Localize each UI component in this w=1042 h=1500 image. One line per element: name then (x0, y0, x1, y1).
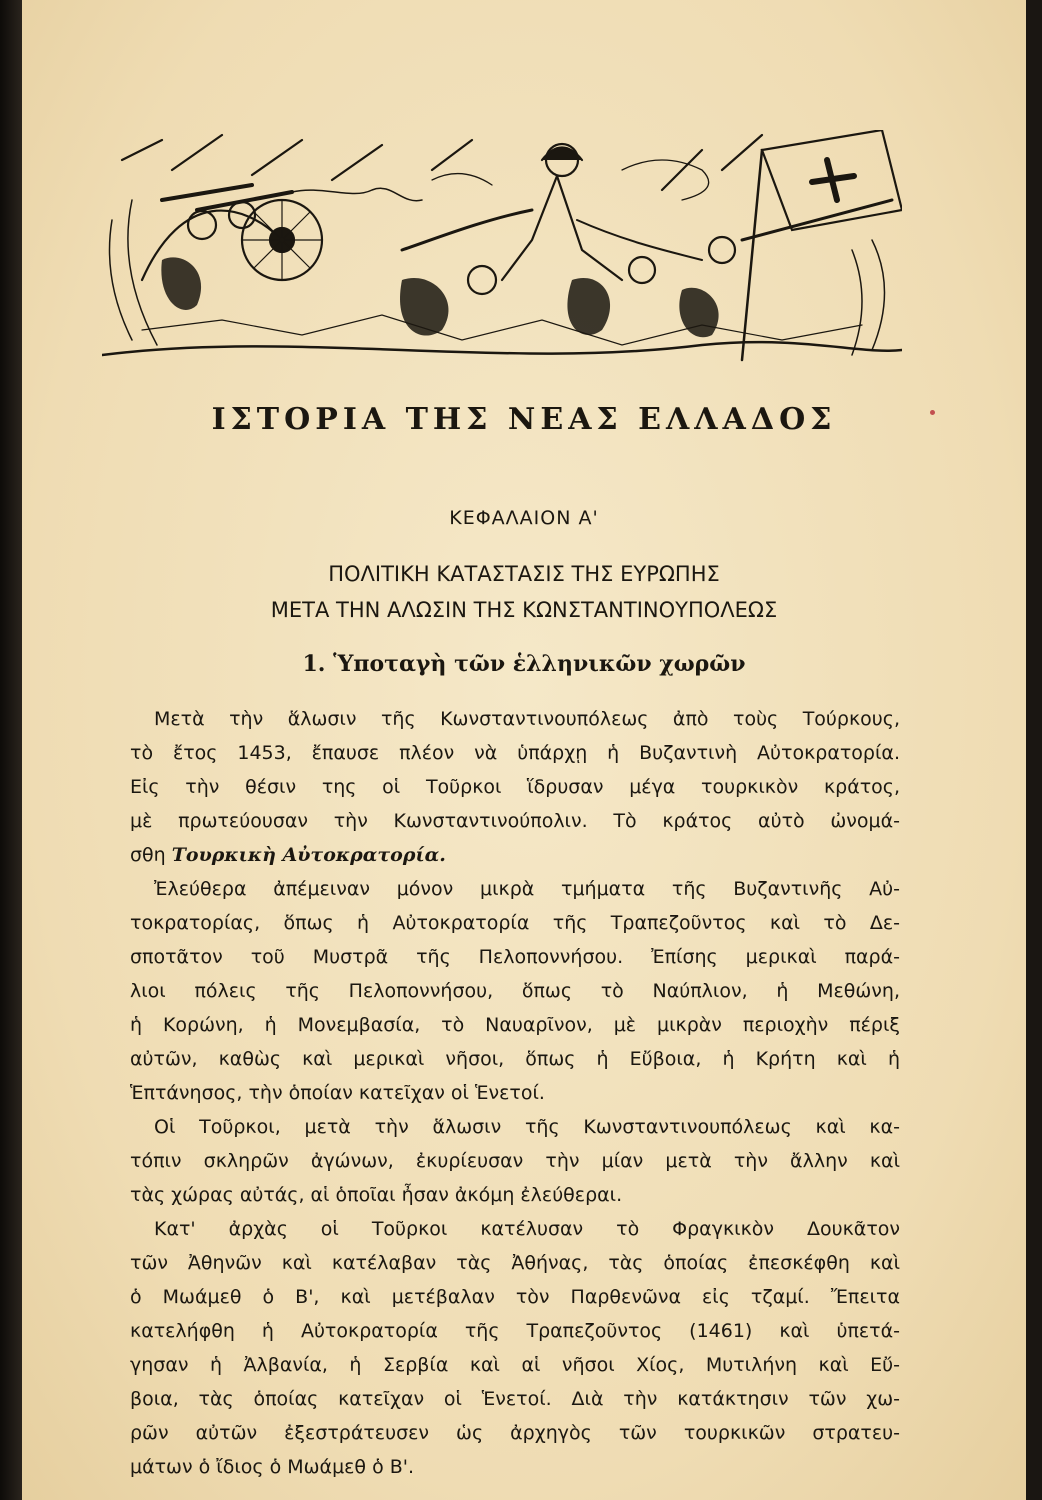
emphasized-term: Τουρκικὴ Αὐτοκρατορία. (171, 844, 446, 866)
body-line: τὸ ἔτος 1453, ἔπαυσε πλέον νὰ ὑπάρχῃ ἡ Βυζαντινὴ Αὐτοκρατορία. (130, 742, 900, 764)
body-line: ρῶν αὐτῶν ἐξεστράτευσεν ὡς ἀρχηγὸς τῶν τουρκικῶν στρατευ- (130, 1422, 900, 1444)
book-title: ΙΣΤΟΡΙΑ ΤΗΣ ΝΕΑΣ ΕΛΛΑΔΟΣ (211, 402, 837, 437)
body-line: Ἐλεύθερα ἀπέμειναν μόνον μικρὰ τμήματα τῆς Βυζαντινῆς Αὐ- (154, 878, 900, 900)
body-line: τὰς χώρας αὐτάς, αἱ ὁποῖαι ἦσαν ἀκόμη ἐλεύθεραι. (130, 1184, 623, 1206)
chapter-title-line-1: ΠΟΛΙΤΙΚΗ ΚΑΤΑΣΤΑΣΙΣ ΤΗΣ ΕΥΡΩΠΗΣ (328, 562, 720, 586)
book-spine-edge (0, 0, 22, 1500)
body-line: κατελήφθη ἡ Αὐτοκρατορία τῆς Τραπεζοῦντος (1461) καὶ ὑπετά- (130, 1320, 900, 1342)
body-line: γησαν ἡ Ἀλβανία, ἡ Σερβία καὶ αἱ νῆσοι Χίος, Μυτιλήνη καὶ Εὔ- (130, 1354, 900, 1376)
section-heading: 1. Ὑποταγὴ τῶν ἑλληνικῶν χωρῶν (302, 651, 746, 677)
body-line: Εἰς τὴν θέσιν της οἱ Τοῦρκοι ἵδρυσαν μέγα τουρκικὸν κράτος, (130, 776, 900, 798)
body-line: τόπιν σκληρῶν ἀγώνων, ἐκυρίευσαν τὴν μίαν μετὰ τὴν ἄλλην καὶ (130, 1150, 900, 1172)
body-line: Κατ' ἀρχὰς οἱ Τοῦρκοι κατέλυσαν τὸ Φραγκικὸν Δουκᾶτον (154, 1218, 900, 1240)
body-line: βοια, τὰς ὁποίας κατεῖχαν οἱ Ἑνετοί. Διὰ τὴν κατάκτησιν τῶν χω- (130, 1388, 900, 1410)
chapter-title-line-2: ΜΕΤΑ ΤΗΝ ΑΛΩΣΙΝ ΤΗΣ ΚΩΝΣΤΑΝΤΙΝΟΥΠΟΛΕΩΣ (270, 598, 778, 622)
body-line: τοκρατορίας, ὅπως ἡ Αὐτοκρατορία τῆς Τραπεζοῦντος καὶ τὸ Δε- (130, 912, 900, 934)
body-line: Ἑπτάνησος, τὴν ὁποίαν κατεῖχαν οἱ Ἑνετοί. (130, 1082, 545, 1104)
body-line: ἡ Κορώνη, ἡ Μονεμβασία, τὸ Ναυαρῖνον, μὲ μικρὰν περιοχὴν πέριξ (130, 1014, 900, 1036)
body-line: ὁ Μωάμεθ ὁ Β', καὶ μετέβαλαν τὸν Παρθενῶνα εἰς τζαμί. Ἔπειτα (130, 1286, 900, 1308)
battle-scene-illustration (102, 130, 902, 365)
body-line: αὐτῶν, καθὼς καὶ μερικαὶ νῆσοι, ὅπως ἡ Εὔβοια, ἡ Κρήτη καὶ ἡ (130, 1048, 900, 1070)
book-page (22, 0, 1026, 1500)
body-line: τῶν Ἀθηνῶν καὶ κατέλαβαν τὰς Ἀθήνας, τὰς ὁποίας ἐπεσκέφθη καὶ (130, 1252, 900, 1274)
body-line: Μετὰ τὴν ἅλωσιν τῆς Κωνσταντινουπόλεως ἀπὸ τοὺς Τούρκους, (154, 708, 900, 730)
body-line: λιοι πόλεις τῆς Πελοποννήσου, ὅπως τὸ Ναύπλιον, ἡ Μεθώνη, (130, 980, 900, 1002)
chapter-label: ΚΕΦΑΛΑΙΟΝ Α' (449, 507, 599, 529)
body-line: μὲ πρωτεύουσαν τὴν Κωνσταντινούπολιν. Τὸ κράτος αὐτὸ ὠνομά- (130, 810, 900, 832)
body-text: σθη (130, 844, 166, 866)
body-line: μάτων ὁ ἴδιος ὁ Μωάμεθ ὁ Β'. (130, 1456, 415, 1478)
body-line: Οἱ Τοῦρκοι, μετὰ τὴν ἅλωσιν τῆς Κωνσταντινουπόλεως καὶ κα- (154, 1116, 900, 1138)
body-line (130, 838, 900, 872)
body-line: σποτᾶτον τοῦ Μυστρᾶ τῆς Πελοποννήσου. Ἐπίσης μερικαὶ παρά- (130, 946, 900, 968)
